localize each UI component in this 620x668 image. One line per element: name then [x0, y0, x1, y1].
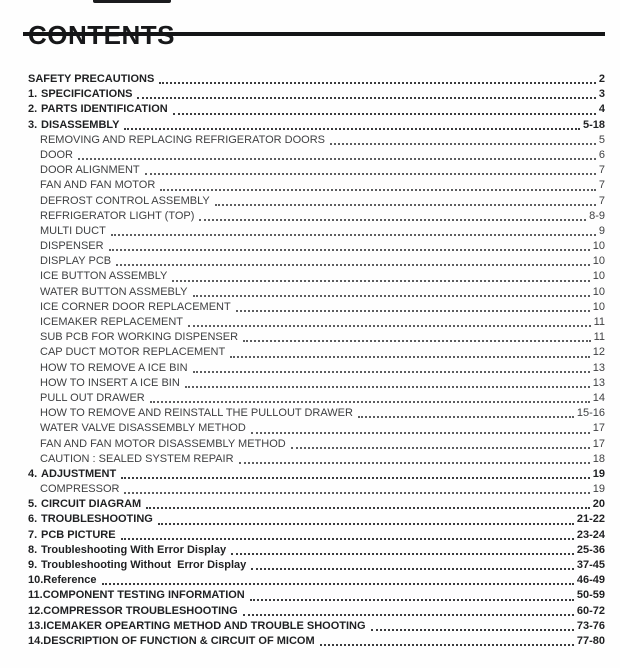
dot-leader	[109, 249, 590, 251]
toc-entry	[28, 512, 605, 527]
toc-entry	[28, 437, 605, 452]
entry-label: COMPONENT TESTING INFORMATION	[42, 589, 245, 602]
entry-page-number: 46-49	[576, 574, 605, 587]
entry-label: REFRIGERATOR LIGHT (TOP)	[40, 209, 195, 222]
toc-entry	[28, 269, 605, 284]
entry-page-number: 23-24	[576, 528, 605, 541]
dot-leader	[251, 432, 590, 434]
toc-entry	[28, 452, 605, 467]
dot-leader	[243, 614, 574, 616]
toc-entry	[28, 376, 605, 391]
entry-page-number: 73-76	[576, 619, 605, 632]
entry-label: COMPRESSOR TROUBLESHOOTING	[43, 604, 238, 617]
entry-label: CAUTION : SEALED SYSTEM REPAIR	[40, 452, 234, 465]
entry-page-number: 8-9	[589, 209, 605, 222]
toc-entry	[28, 421, 605, 436]
entry-page-number: 10	[592, 270, 605, 283]
dot-leader	[371, 629, 574, 631]
entry-label: CAP DUCT MOTOR REPLACEMENT	[40, 346, 226, 359]
dot-leader	[78, 158, 596, 160]
entry-page-number: 10	[592, 240, 605, 253]
dot-leader	[158, 523, 574, 525]
entry-number: 7.	[28, 528, 38, 541]
dot-leader	[173, 113, 596, 115]
entry-label: DESCRIPTION OF FUNCTION & CIRCUIT OF MICOM	[43, 634, 315, 647]
entry-page-number: 18	[592, 452, 605, 465]
toc-entry	[28, 467, 605, 482]
entry-page-number: 10	[592, 300, 605, 313]
entry-label: DISPLAY PCB	[40, 255, 112, 268]
entry-label: Reference	[43, 574, 97, 587]
dot-leader	[150, 401, 590, 403]
entry-page-number: 6	[598, 148, 605, 161]
toc-entry	[28, 604, 605, 619]
toc-entry	[28, 588, 605, 603]
entry-label: WATER BUTTON ASSMEBLY	[40, 285, 188, 298]
toc-entry	[28, 224, 605, 239]
entry-label: SPECIFICATIONS	[41, 88, 133, 101]
dot-leader	[330, 143, 596, 145]
entry-number: 8.	[28, 543, 38, 556]
entry-label: DOOR ALIGNMENT	[40, 164, 140, 177]
entry-number: 3.	[28, 118, 38, 131]
dot-leader	[188, 325, 591, 327]
dot-leader	[320, 644, 574, 646]
dot-leader	[102, 583, 574, 585]
toc-entry	[28, 209, 605, 224]
toc-entry	[28, 72, 605, 87]
toc-entry	[28, 163, 605, 178]
toc-entry	[28, 330, 605, 345]
dot-leader	[199, 219, 586, 221]
entry-label: HOW TO INSERT A ICE BIN	[40, 376, 180, 389]
toc-entry	[28, 133, 605, 148]
toc-entry	[28, 406, 605, 421]
dot-leader	[160, 189, 596, 191]
entry-page-number: 14	[592, 391, 605, 404]
entry-label: COMPRESSOR	[40, 483, 120, 496]
dot-leader	[215, 204, 596, 206]
toc-entry	[28, 497, 605, 512]
entry-page-number: 25-36	[576, 543, 605, 556]
toc-entry	[28, 148, 605, 163]
dot-leader	[172, 280, 589, 282]
entry-label: TROUBLESHOOTING	[41, 513, 153, 526]
entry-page-number: 13	[592, 361, 605, 374]
toc-entry	[28, 102, 605, 117]
toc-entry	[28, 345, 605, 360]
dot-leader	[193, 371, 590, 373]
dot-leader	[239, 462, 590, 464]
entry-label: CIRCUIT DIAGRAM	[41, 498, 142, 511]
entry-number: 10.	[28, 574, 44, 587]
toc-entry	[28, 391, 605, 406]
entry-page-number: 7	[598, 194, 605, 207]
entry-page-number: 7	[598, 179, 605, 192]
entry-number: 13.	[28, 619, 44, 632]
entry-number: 11.	[28, 589, 43, 602]
entry-label: REMOVING AND REPLACING REFRIGERATOR DOORS	[40, 133, 326, 146]
entry-page-number: 15-16	[576, 407, 605, 420]
toc-entry	[28, 300, 605, 315]
entry-label: ICE BUTTON ASSEMBLY	[40, 270, 168, 283]
dot-leader	[146, 507, 590, 509]
toc-entry	[28, 118, 605, 133]
dot-leader	[124, 128, 580, 130]
toc-entry	[28, 254, 605, 269]
toc-entry	[28, 285, 605, 300]
toc-entry	[28, 239, 605, 254]
dot-leader	[124, 492, 589, 494]
dot-leader	[230, 356, 590, 358]
dot-leader	[116, 264, 590, 266]
dot-leader	[291, 447, 590, 449]
dot-leader	[251, 568, 574, 570]
entry-page-number: 2	[598, 73, 605, 85]
entry-page-number: 19	[592, 483, 605, 496]
toc-entry	[28, 315, 605, 330]
entry-page-number: 11	[593, 331, 605, 344]
entry-label: ICEMAKER REPLACEMENT	[40, 316, 184, 328]
dot-leader	[137, 97, 595, 99]
entry-page-number: 50-59	[576, 589, 605, 602]
entry-page-number: 17	[592, 437, 605, 450]
entry-label: PCB PICTURE	[41, 528, 116, 541]
toc-entry	[28, 634, 605, 649]
toc-entry	[28, 178, 605, 193]
entry-label: FAN AND FAN MOTOR DISASSEMBLY METHOD	[40, 437, 286, 450]
entry-number: 6.	[28, 513, 38, 526]
dot-leader	[185, 386, 590, 388]
entry-number: 1.	[28, 88, 38, 101]
entry-page-number: 17	[592, 422, 605, 435]
entry-label: SUB PCB FOR WORKING DISPENSER	[40, 331, 239, 344]
entry-label: Troubleshooting With Error Display	[41, 543, 227, 556]
toc-entry	[28, 194, 605, 209]
toc-entry	[28, 558, 605, 573]
entry-label: HOW TO REMOVE AND REINSTALL THE PULLOUT DRAWER	[40, 407, 353, 420]
entry-label: PARTS IDENTIFICATION	[41, 103, 168, 116]
entry-label: DISPENSER	[40, 240, 104, 253]
toc-entry	[28, 361, 605, 376]
toc-list	[28, 72, 605, 649]
entry-page-number: 10	[592, 255, 605, 268]
entry-page-number: 19	[592, 467, 605, 480]
entry-page-number: 37-45	[576, 559, 605, 571]
toc-entry	[28, 573, 605, 588]
entry-page-number: 9	[598, 224, 605, 237]
entry-page-number: 13	[592, 376, 605, 389]
dot-leader	[243, 340, 591, 342]
entry-page-number: 10	[592, 285, 605, 298]
dot-leader	[121, 538, 574, 540]
title-rule	[23, 32, 605, 36]
entry-label: DOOR	[40, 148, 73, 161]
entry-number: 2.	[28, 103, 38, 116]
entry-label: DEFROST CONTROL ASSEMBLY	[40, 194, 210, 207]
entry-page-number: 20	[592, 498, 605, 511]
entry-label: MULTI DUCT	[40, 224, 106, 237]
entry-number: 12.	[28, 604, 44, 617]
dot-leader	[159, 82, 596, 84]
entry-label: FAN AND FAN MOTOR	[40, 179, 156, 192]
dot-leader	[193, 295, 590, 297]
entry-page-number: 5	[598, 133, 605, 146]
entry-page-number: 5-18	[582, 118, 605, 131]
entry-label: SAFETY PRECAUTIONS	[28, 73, 155, 85]
dot-leader	[111, 234, 596, 236]
entry-label: PULL OUT DRAWER	[40, 391, 145, 404]
dot-leader	[358, 416, 574, 418]
entry-label: WATER VALVE DISASSEMBLY METHOD	[40, 422, 246, 435]
entry-page-number: 60-72	[576, 604, 605, 617]
entry-number: 4.	[28, 467, 38, 480]
dot-leader	[145, 173, 596, 175]
entry-page-number: 11	[593, 316, 605, 328]
toc-entry	[28, 619, 605, 634]
entry-label: HOW TO REMOVE A ICE BIN	[40, 361, 188, 374]
entry-page-number: 12	[592, 346, 605, 359]
entry-number: 9.	[28, 559, 38, 571]
entry-label: Troubleshooting Without Error Display	[41, 559, 247, 571]
toc-entry	[28, 528, 605, 543]
entry-page-number: 77-80	[576, 634, 605, 647]
toc-entry	[28, 87, 605, 102]
toc-entry	[28, 482, 605, 497]
entry-page-number: 4	[598, 103, 605, 116]
entry-label: ADJUSTMENT	[41, 467, 117, 480]
scan-artifact	[93, 0, 171, 3]
entry-label: ICE CORNER DOOR REPLACEMENT	[40, 300, 231, 313]
entry-number: 14.	[28, 634, 44, 647]
dot-leader	[236, 310, 590, 312]
entry-label: ICEMAKER OPEARTING METHOD AND TROUBLE SHOOTING	[43, 619, 366, 632]
dot-leader	[250, 599, 574, 601]
toc-entry	[28, 543, 605, 558]
dot-leader	[121, 477, 590, 479]
entry-label: DISASSEMBLY	[41, 118, 120, 131]
dot-leader	[231, 553, 574, 555]
entry-page-number: 21-22	[576, 513, 605, 526]
entry-page-number: 3	[598, 88, 605, 101]
entry-number: 5.	[28, 498, 38, 511]
entry-page-number: 7	[598, 164, 605, 177]
